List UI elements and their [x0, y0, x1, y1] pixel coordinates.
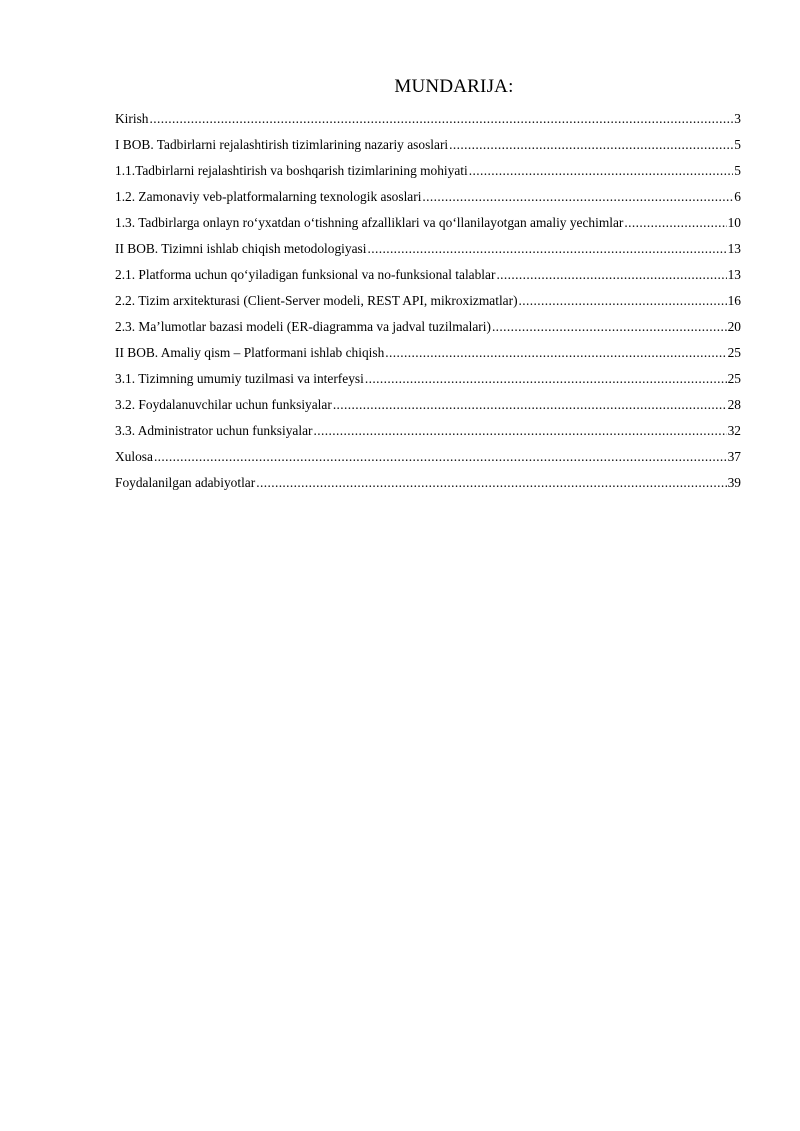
dot-leader: [496, 266, 726, 284]
toc-entry[interactable]: [115, 188, 741, 214]
toc-entry-title: 3.3. Administrator uchun funksiyalar: [115, 423, 313, 438]
toc-entry-page: 5: [734, 163, 741, 178]
dot-leader: [449, 136, 733, 154]
toc-entry[interactable]: [115, 318, 741, 344]
dot-leader: [492, 318, 727, 336]
dot-leader: [367, 240, 726, 258]
dot-leader: [385, 344, 726, 362]
toc-entry[interactable]: [115, 266, 741, 292]
toc-entry-page: 39: [727, 475, 741, 490]
toc-entry[interactable]: [115, 448, 741, 474]
dot-leader: [519, 292, 727, 310]
toc-entry-page: 25: [727, 371, 741, 386]
toc-entry-page: 32: [727, 423, 741, 438]
toc-entry-page: 20: [727, 319, 741, 334]
toc-entry[interactable]: [115, 110, 741, 136]
toc-entry-page: 5: [734, 137, 741, 152]
toc-entry-title: 2.2. Tizim arxitekturasi (Client-Server modeli, REST API, mikroxizmatlar): [115, 293, 518, 308]
toc-entry-title: II BOB. Tizimni ishlab chiqish metodologiyasi: [115, 241, 367, 256]
toc-entry-page: 25: [727, 345, 741, 360]
toc-entry[interactable]: [115, 162, 741, 188]
toc-entry-title: Foydalanilgan adabiyotlar: [115, 475, 256, 490]
dot-leader: [624, 214, 726, 232]
toc-entry-page: 13: [727, 241, 741, 256]
toc-entry-title: II BOB. Amaliy qism – Platformani ishlab chiqish: [115, 345, 385, 360]
toc-entry-title: 3.1. Tizimning umumiy tuzilmasi va interfeysi: [115, 371, 364, 386]
toc-entry[interactable]: [115, 214, 741, 240]
toc-entry-title: I BOB. Tadbirlarni rejalashtirish tizimlarining nazariy asoslari: [115, 137, 449, 152]
toc-entry[interactable]: [115, 344, 741, 370]
toc-entry-title: 1.2. Zamonaviy veb-platformalarning texnologik asoslari: [115, 189, 422, 204]
toc-entry[interactable]: [115, 136, 741, 162]
dot-leader: [469, 162, 734, 180]
toc-entry[interactable]: [115, 292, 741, 318]
toc-entry-title: Xulosa: [115, 449, 153, 464]
toc-entry-page: 13: [727, 267, 741, 282]
toc-entry-page: 3: [734, 111, 741, 126]
toc-entry-page: 28: [727, 397, 741, 412]
toc-entry-title: 2.3. Ma’lumotlar bazasi modeli (ER-diagramma va jadval tuzilmalari): [115, 319, 491, 334]
toc-entry[interactable]: [115, 370, 741, 396]
toc-entry[interactable]: [115, 422, 741, 448]
toc-entry[interactable]: [115, 396, 741, 422]
dot-leader: [422, 188, 733, 206]
dot-leader: [333, 396, 727, 414]
toc-entry-title: 1.3. Tadbirlarga onlayn ro‘yxatdan o‘tishning afzalliklari va qo‘llanilayotgan amaliy yechimlar: [115, 215, 624, 230]
toc-entry-title: 1.1.Tadbirlarni rejalashtirish va boshqarish tizimlarining mohiyati: [115, 163, 468, 178]
dot-leader: [313, 422, 726, 440]
toc-entry-title: 3.2. Foydalanuvchilar uchun funksiyalar: [115, 397, 332, 412]
toc-entry[interactable]: [115, 240, 741, 266]
toc-entry-title: Kirish: [115, 111, 149, 126]
dot-leader: [365, 370, 727, 388]
dot-leader: [256, 474, 726, 492]
toc-entry-page: 6: [734, 189, 741, 204]
toc-entry-page: 16: [727, 293, 741, 308]
toc-entry-page: 37: [727, 449, 741, 464]
dot-leader: [154, 448, 727, 466]
toc-entry-title: 2.1. Platforma uchun qo‘yiladigan funksional va no-funksional talablar: [115, 267, 496, 282]
dot-leader: [149, 110, 733, 128]
toc-entry[interactable]: [115, 474, 741, 500]
toc-entry-page: 10: [727, 215, 741, 230]
toc-title: MUNDARIJA:: [394, 76, 514, 97]
table-of-contents: [115, 110, 741, 500]
